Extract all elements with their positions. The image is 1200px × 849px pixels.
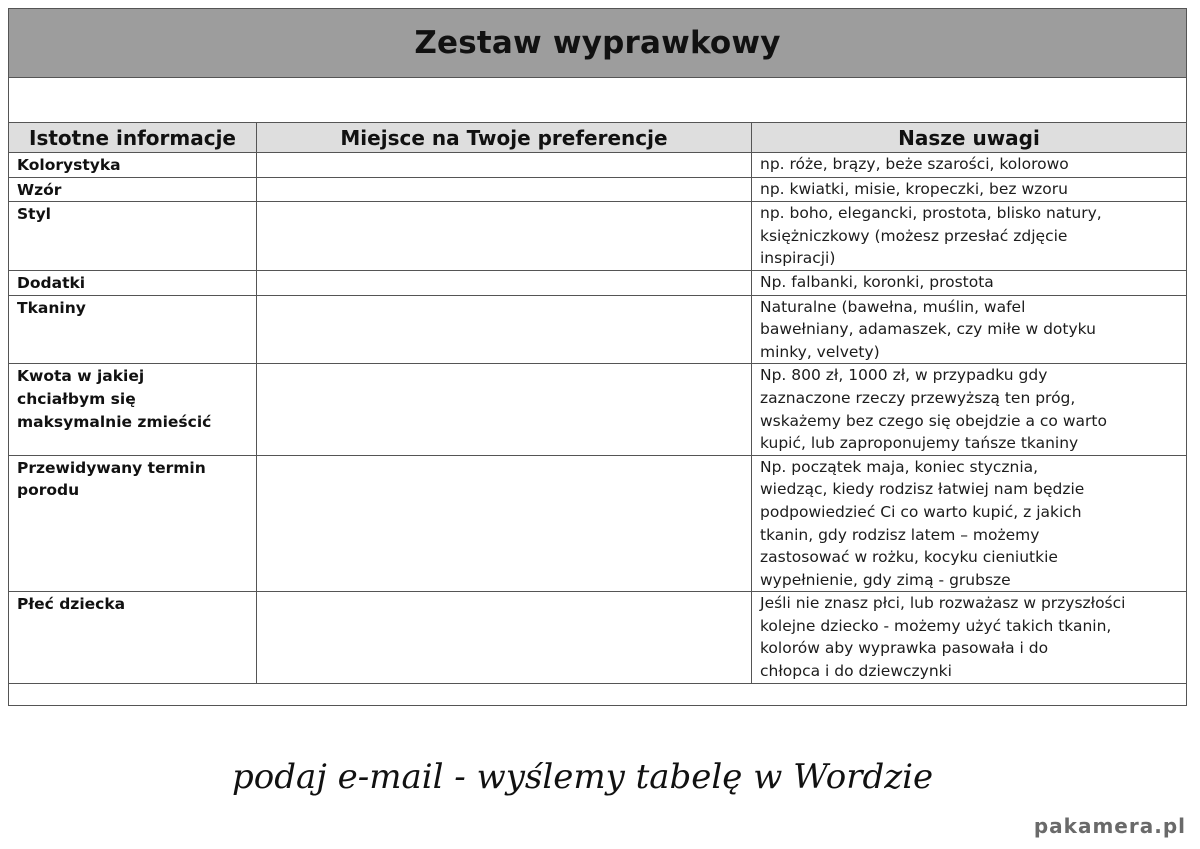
table-row xyxy=(9,455,1187,592)
title-row xyxy=(9,9,1187,78)
row-notes xyxy=(752,295,1187,364)
preference-input-cell[interactable] xyxy=(257,202,752,271)
row-note-line: księżniczkowy (możesz przesłać zdjęcie xyxy=(760,226,1068,245)
row-note-line: wypełnienie, gdy zimą - grubsze xyxy=(760,570,1011,589)
footer-blank-row xyxy=(9,683,1187,705)
row-note-line: kolorów aby wyprawka pasowała i do xyxy=(760,639,1049,658)
row-note-line: minky, velvety) xyxy=(760,342,880,361)
row-note-line: inspiracji) xyxy=(760,249,836,268)
row-notes xyxy=(752,153,1187,178)
preference-input-cell[interactable] xyxy=(257,295,752,364)
row-label-line: Przewidywany termin xyxy=(17,458,206,477)
column-header-preferences: Miejsce na Twoje preferencje xyxy=(257,123,752,153)
row-label xyxy=(9,270,257,295)
row-notes xyxy=(752,177,1187,202)
preference-input-cell[interactable] xyxy=(257,153,752,178)
column-header-notes: Nasze uwagi xyxy=(752,123,1187,153)
preference-input-cell[interactable] xyxy=(257,364,752,455)
header-row xyxy=(9,123,1187,153)
promo-text: podaj e-mail - wyślemy tabelę w Wordzie xyxy=(232,757,934,797)
row-label-line: Kwota w jakiej xyxy=(17,367,145,386)
row-note-line: wiedząc, kiedy rodzisz łatwiej nam będzie xyxy=(760,480,1085,499)
row-label-line: chciałbym się xyxy=(17,389,136,408)
row-label-line: Płeć dziecka xyxy=(17,595,126,614)
brand-logo: pakamera.pl xyxy=(1033,814,1186,838)
row-note-line: wskażemy bez czego się obejdzie a co warto xyxy=(760,411,1107,430)
row-label xyxy=(9,153,257,178)
table-row xyxy=(9,177,1187,202)
row-note-line: np. boho, elegancki, prostota, blisko natury, xyxy=(760,204,1102,223)
row-label-line: Styl xyxy=(17,205,51,224)
row-label xyxy=(9,592,257,683)
preference-input-cell[interactable] xyxy=(257,455,752,592)
table-row xyxy=(9,202,1187,271)
row-label xyxy=(9,455,257,592)
preference-input-cell[interactable] xyxy=(257,592,752,683)
row-notes xyxy=(752,592,1187,683)
footer-blank-cell xyxy=(9,683,1187,705)
row-label xyxy=(9,295,257,364)
row-notes xyxy=(752,455,1187,592)
row-note-line: np. róże, brązy, beże szarości, kolorowo xyxy=(760,155,1069,173)
row-label-line: Tkaniny xyxy=(17,298,86,317)
blank-cell xyxy=(9,78,1187,123)
row-label-line: Dodatki xyxy=(17,273,86,292)
row-label xyxy=(9,202,257,271)
row-label xyxy=(9,177,257,202)
table-title: Zestaw wyprawkowy xyxy=(9,9,1187,78)
row-note-line: zaznaczone rzeczy przewyższą ten próg, xyxy=(760,388,1076,407)
row-label-line: maksymalnie zmieścić xyxy=(17,412,212,431)
row-note-line: Jeśli nie znasz płci, lub rozważasz w przyszłości xyxy=(760,594,1126,613)
row-label xyxy=(9,364,257,455)
row-note-line: chłopca i do dziewczynki xyxy=(760,662,952,681)
table-row xyxy=(9,153,1187,178)
row-note-line: Np. 800 zł, 1000 zł, w przypadku gdy xyxy=(760,366,1048,385)
preference-input-cell[interactable] xyxy=(257,270,752,295)
layette-table xyxy=(8,8,1187,706)
table-row xyxy=(9,592,1187,683)
table-row xyxy=(9,295,1187,364)
blank-row xyxy=(9,78,1187,123)
row-note-line: zastosować w rożku, kocyku cieniutkie xyxy=(760,548,1058,567)
table-row xyxy=(9,364,1187,455)
row-note-line: Np. początek maja, koniec stycznia, xyxy=(760,457,1039,476)
row-note-line: kupić, lub zaproponujemy tańsze tkaniny xyxy=(760,434,1079,453)
row-note-line: podpowiedzieć Ci co warto kupić, z jakich xyxy=(760,502,1082,521)
row-note-line: tkanin, gdy rodzisz latem – możemy xyxy=(760,525,1040,544)
column-header-info: Istotne informacje xyxy=(9,123,257,153)
row-label-line: Kolorystyka xyxy=(17,156,121,174)
row-note-line: kolejne dziecko - możemy użyć takich tkanin, xyxy=(760,616,1112,635)
row-label-line: Wzór xyxy=(17,180,62,199)
table-row xyxy=(9,270,1187,295)
row-note-line: Naturalne (bawełna, muślin, wafel xyxy=(760,297,1026,316)
row-note-line: bawełniany, adamaszek, czy miłe w dotyku xyxy=(760,320,1096,339)
row-note-line: np. kwiatki, misie, kropeczki, bez wzoru xyxy=(760,179,1068,198)
preference-input-cell[interactable] xyxy=(257,177,752,202)
row-notes xyxy=(752,364,1187,455)
row-note-line: Np. falbanki, koronki, prostota xyxy=(760,272,994,291)
row-label-line: porodu xyxy=(17,481,80,500)
row-notes xyxy=(752,202,1187,271)
row-notes xyxy=(752,270,1187,295)
promo-handwritten-text xyxy=(228,742,948,812)
